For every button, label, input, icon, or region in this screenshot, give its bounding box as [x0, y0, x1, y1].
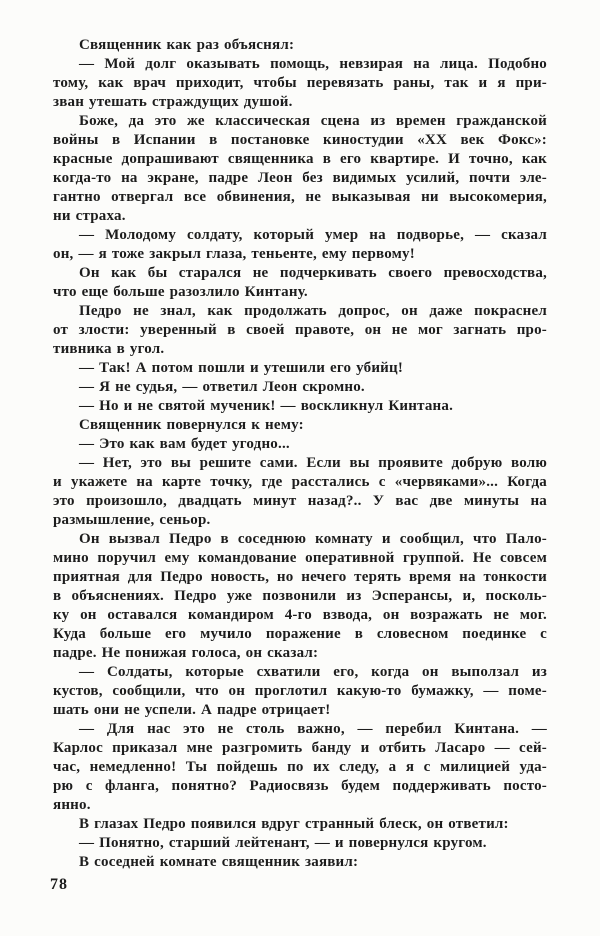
text-line: что еще больше разозлило Кинтану.	[53, 284, 308, 300]
text-line: это произошло, двадцать минут назад?.. У вас две минуты на	[53, 493, 547, 509]
text-line: — Я не судья, — ответил Леон скромно.	[79, 379, 365, 395]
text-line: В глазах Педро появился вдруг странный блеск, он ответил:	[79, 816, 509, 832]
text-line: Священник как раз объяснял:	[79, 37, 295, 53]
text-line: Куда больше его мучило поражение в словесном поединке с	[53, 626, 547, 642]
text-line: кустов, сообщили, что он проглотил какую-то бумажку, — поме-	[53, 683, 547, 699]
text-line: час, немедленно! Ты пойдешь по их следу, а я с милицией уда-	[53, 759, 547, 775]
text-line: — Это как вам будет угодно...	[79, 436, 290, 452]
text-line: янно.	[53, 797, 91, 813]
text-line: — Но и не святой мученик! — воскликнул Кинтана.	[79, 398, 454, 414]
text-line: мино поручил ему командование оперативной группой. Не совсем	[53, 550, 547, 566]
text-line: когда-то на экране, падре Леон без видимых усилий, почти эле-	[53, 170, 547, 186]
text-line: тому, как врач приходит, чтобы перевязать раны, так и я при-	[53, 75, 547, 91]
text-line: приятная для Педро новость, но нечего терять время на тонкости	[53, 569, 547, 585]
text-line: Священник повернулся к нему:	[79, 417, 304, 433]
text-line: ку он оставался командиром 4-го взвода, он возражать не мог.	[53, 607, 547, 623]
text-line: Карлос приказал мне разгромить банду и отбить Ласаро — сей-	[53, 740, 547, 756]
text-line: размышление, сеньор.	[53, 512, 211, 528]
text-line: красные допрашивают священника в его квартире. И точно, как	[53, 151, 547, 167]
text-line: — Понятно, старший лейтенант, — и повернулся кругом.	[79, 835, 487, 851]
text-line: и укажете на карте точку, где расстались с «червяками»... Когда	[53, 474, 547, 490]
text-line: ни страха.	[53, 208, 126, 224]
text-line: тивника в угол.	[53, 341, 165, 357]
text-line: Педро не знал, как продолжать допрос, он даже покраснел	[79, 303, 547, 319]
text-line: шать они не успели. А падре отрицает!	[53, 702, 331, 718]
text-line: от злости: уверенный в своей правоте, он не мог загнать про-	[53, 322, 547, 338]
text-line: — Мой долг оказывать помощь, невзирая на лица. Подобно	[79, 56, 547, 72]
text-line: в объяснениях. Педро уже позвонили из Эсперансы, и, посколь-	[53, 588, 547, 604]
text-line: рю с фланга, понятно? Радиосвязь будем поддерживать посто-	[53, 778, 547, 794]
text-line: он, — я тоже закрыл глаза, теньенте, ему первому!	[53, 246, 415, 262]
text-line: Боже, да это же классическая сцена из времен гражданской	[79, 113, 547, 129]
text-line: — Солдаты, которые схватили его, когда он выползал из	[79, 664, 547, 680]
page-text	[53, 36, 547, 872]
text-line: — Так! А потом пошли и утешили его убийц!	[79, 360, 404, 376]
text-line: падре. Не понижая голоса, он сказал:	[53, 645, 319, 661]
text-line: Он вызвал Педро в соседнюю комнату и сообщил, что Пало-	[79, 531, 547, 547]
text-line: зван утешать страждущих душой.	[53, 94, 293, 110]
text-line: — Нет, это вы решите сами. Если вы проявите добрую волю	[79, 455, 547, 471]
text-line: В соседней комнате священник заявил:	[79, 854, 359, 870]
text-line: — Молодому солдату, который умер на подворье, — сказал	[79, 227, 547, 243]
text-line: — Для нас это не столь важно, — перебил Кинтана. —	[79, 721, 547, 737]
text-line: гантно отвергал все обвинения, не выказывая ни высокомерия,	[53, 189, 547, 205]
text-line: Он как бы старался не подчеркивать своего превосходства,	[79, 265, 547, 281]
page-number: 78	[50, 876, 68, 893]
text-line: войны в Испании в постановке киностудии «XX век Фокс»:	[53, 132, 547, 148]
